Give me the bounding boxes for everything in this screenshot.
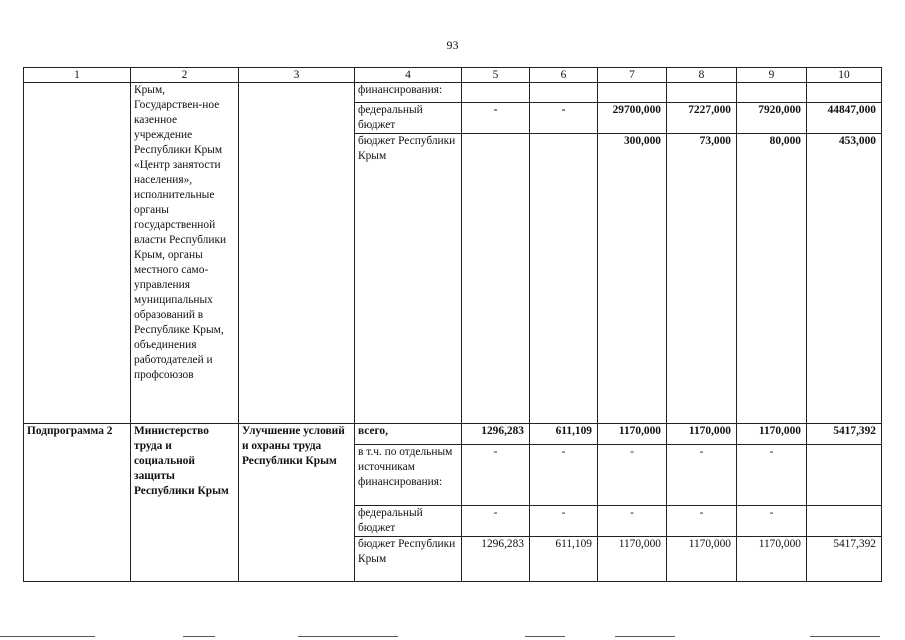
value-cell [462, 83, 530, 103]
value-cell: 300,000 [598, 134, 667, 424]
column-header: 4 [355, 68, 462, 83]
value-cell [530, 83, 598, 103]
value-cell: - [737, 506, 807, 537]
source-cell: финансирования: [355, 83, 462, 103]
value-cell: 7920,000 [737, 103, 807, 134]
value-cell: 1170,000 [598, 424, 667, 445]
value-cell: - [462, 506, 530, 537]
value-cell: 1296,283 [462, 424, 530, 445]
executors-cell: Министерство труда и социальной защиты Республики Крым [131, 424, 239, 582]
footer-divider [525, 636, 565, 637]
value-cell: - [667, 506, 737, 537]
value-cell [462, 134, 530, 424]
source-cell: в т.ч. по отдельным источникам финансирования: [355, 445, 462, 506]
value-cell: 611,109 [530, 424, 598, 445]
value-cell: 1170,000 [737, 537, 807, 582]
source-cell: федеральный бюджет [355, 103, 462, 134]
value-cell [530, 134, 598, 424]
source-cell: федеральный бюджет [355, 506, 462, 537]
value-cell: 453,000 [807, 134, 882, 424]
column-header: 2 [131, 68, 239, 83]
value-cell: 80,000 [737, 134, 807, 424]
value-cell [807, 506, 882, 537]
value-cell [598, 83, 667, 103]
value-cell: 29700,000 [598, 103, 667, 134]
value-cell: 44847,000 [807, 103, 882, 134]
value-cell [807, 445, 882, 506]
column-header: 10 [807, 68, 882, 83]
program-cell [24, 83, 131, 424]
source-cell: бюджет Республики Крым [355, 134, 462, 424]
value-cell: - [737, 445, 807, 506]
value-cell: 7227,000 [667, 103, 737, 134]
value-cell: 611,109 [530, 537, 598, 582]
column-header: 3 [239, 68, 355, 83]
value-cell: 1170,000 [667, 424, 737, 445]
column-header: 8 [667, 68, 737, 83]
source-cell: бюджет Республики Крым [355, 537, 462, 582]
value-cell: - [530, 103, 598, 134]
value-cell [807, 83, 882, 103]
value-cell [667, 83, 737, 103]
footer-divider [0, 636, 95, 637]
column-header: 6 [530, 68, 598, 83]
footer-divider [183, 636, 215, 637]
value-cell: 1170,000 [667, 537, 737, 582]
table-row [24, 424, 882, 445]
value-cell: - [598, 445, 667, 506]
value-cell: 1296,283 [462, 537, 530, 582]
column-header: 9 [737, 68, 807, 83]
event-name-cell: Улучшение условий и охраны труда Республики Крым [239, 424, 355, 582]
value-cell: - [667, 445, 737, 506]
value-cell: 73,000 [667, 134, 737, 424]
value-cell: 1170,000 [598, 537, 667, 582]
table-row [24, 83, 882, 103]
column-header: 7 [598, 68, 667, 83]
value-cell: 5417,392 [807, 537, 882, 582]
value-cell: - [598, 506, 667, 537]
page-number: 93 [446, 38, 459, 52]
value-cell [737, 83, 807, 103]
value-cell: 1170,000 [737, 424, 807, 445]
event-name-cell [239, 83, 355, 424]
value-cell: - [530, 445, 598, 506]
header-row [24, 68, 882, 83]
footer-divider [615, 636, 675, 637]
value-cell: - [462, 103, 530, 134]
value-cell: 5417,392 [807, 424, 882, 445]
source-cell: всего, [355, 424, 462, 445]
footer-divider [298, 636, 398, 637]
executors-cell: Крым, Государствен-ное казенное учреждение Республики Крым «Центр занятости населения», исполнительные органы государственной власти Республики Крым, органы местного само-управления муниципальных образований в Республике Крым, объединения работодателей и профсоюзов [131, 83, 239, 424]
column-header: 1 [24, 68, 131, 83]
program-cell: Подпрограмма 2 [24, 424, 131, 582]
value-cell: - [462, 445, 530, 506]
footer-divider [810, 636, 880, 637]
program-financing-table [23, 67, 882, 582]
column-header: 5 [462, 68, 530, 83]
value-cell: - [530, 506, 598, 537]
